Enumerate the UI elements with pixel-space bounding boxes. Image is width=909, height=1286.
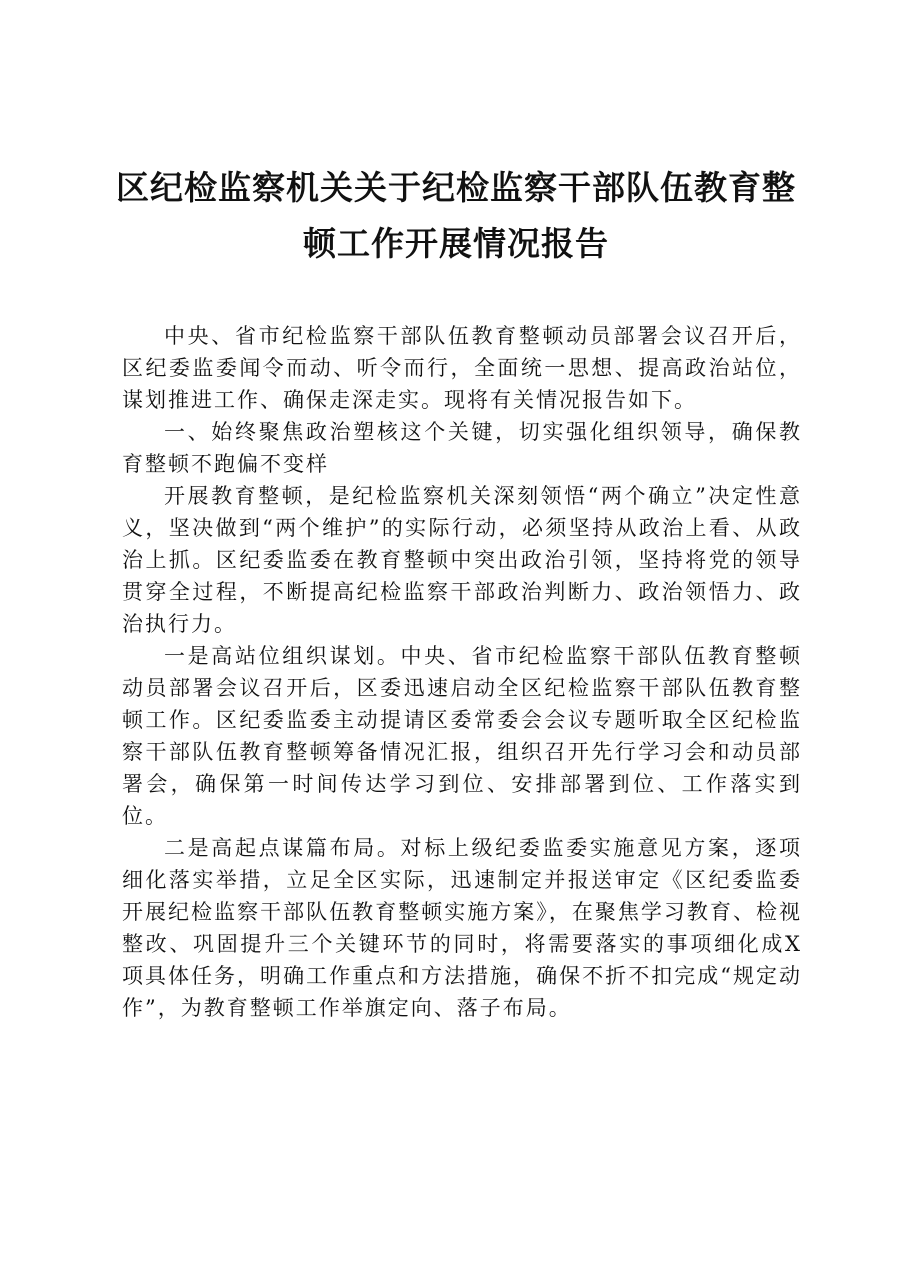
document-title — [100, 160, 812, 272]
title-line-1: 区纪检监察机关关于纪检监察干部队伍教育整 — [116, 168, 796, 207]
intro-paragraph: 中央、省市纪检监察干部队伍教育整顿动员部署会议召开后，区纪委监委闻令而动、听令而行，全面统一思想、提高政治站位，谋划推进工作、确保走深走实。现将有关情况报告如下。 — [122, 324, 802, 412]
section-heading-1: 一、始终聚焦政治塑核这个关键，切实强化组织领导，确保教育整顿不跑偏不变样 — [122, 420, 802, 476]
section-1-paragraph: 开展教育整顿，是纪检监察机关深刻领悟“两个确立”决定性意义，坚决做到“两个维护”的实际行动，必须坚持从政治上看、从政治上抓。区纪委监委在教育整顿中突出政治引领，坚持将党的领导贯穿全过程，不断提高纪检监察干部政治判断力、政治领悟力、政治执行力。 — [122, 484, 802, 636]
point-1-paragraph: 一是高站位组织谋划。中央、省市纪检监察干部队伍教育整顿动员部署会议召开后，区委迅速启动全区纪检监察干部队伍教育整顿工作。区纪委监委主动提请区委常委会会议专题听取全区纪检监察干部队伍教育整顿筹备情况汇报，组织召开先行学习会和动员部署会，确保第一时间传达学习到位、安排部署到位、工作落实到位。 — [122, 644, 802, 828]
title-line-2: 顿工作开展情况报告 — [303, 224, 609, 263]
document-body — [122, 320, 802, 1024]
point-2-paragraph: 二是高起点谋篇布局。对标上级纪委监委实施意见方案，逐项细化落实举措，立足全区实际，迅速制定并报送审定《区纪委监委开展纪检监察干部队伍教育整顿实施方案》，在聚焦学习教育、检视整改、巩固提升三个关键环节的同时，将需要落实的事项细化成X项具体任务，明确工作重点和方法措施，确保不折不扣完成“规定动作”，为教育整顿工作举旗定向、落子布局。 — [122, 836, 802, 1020]
